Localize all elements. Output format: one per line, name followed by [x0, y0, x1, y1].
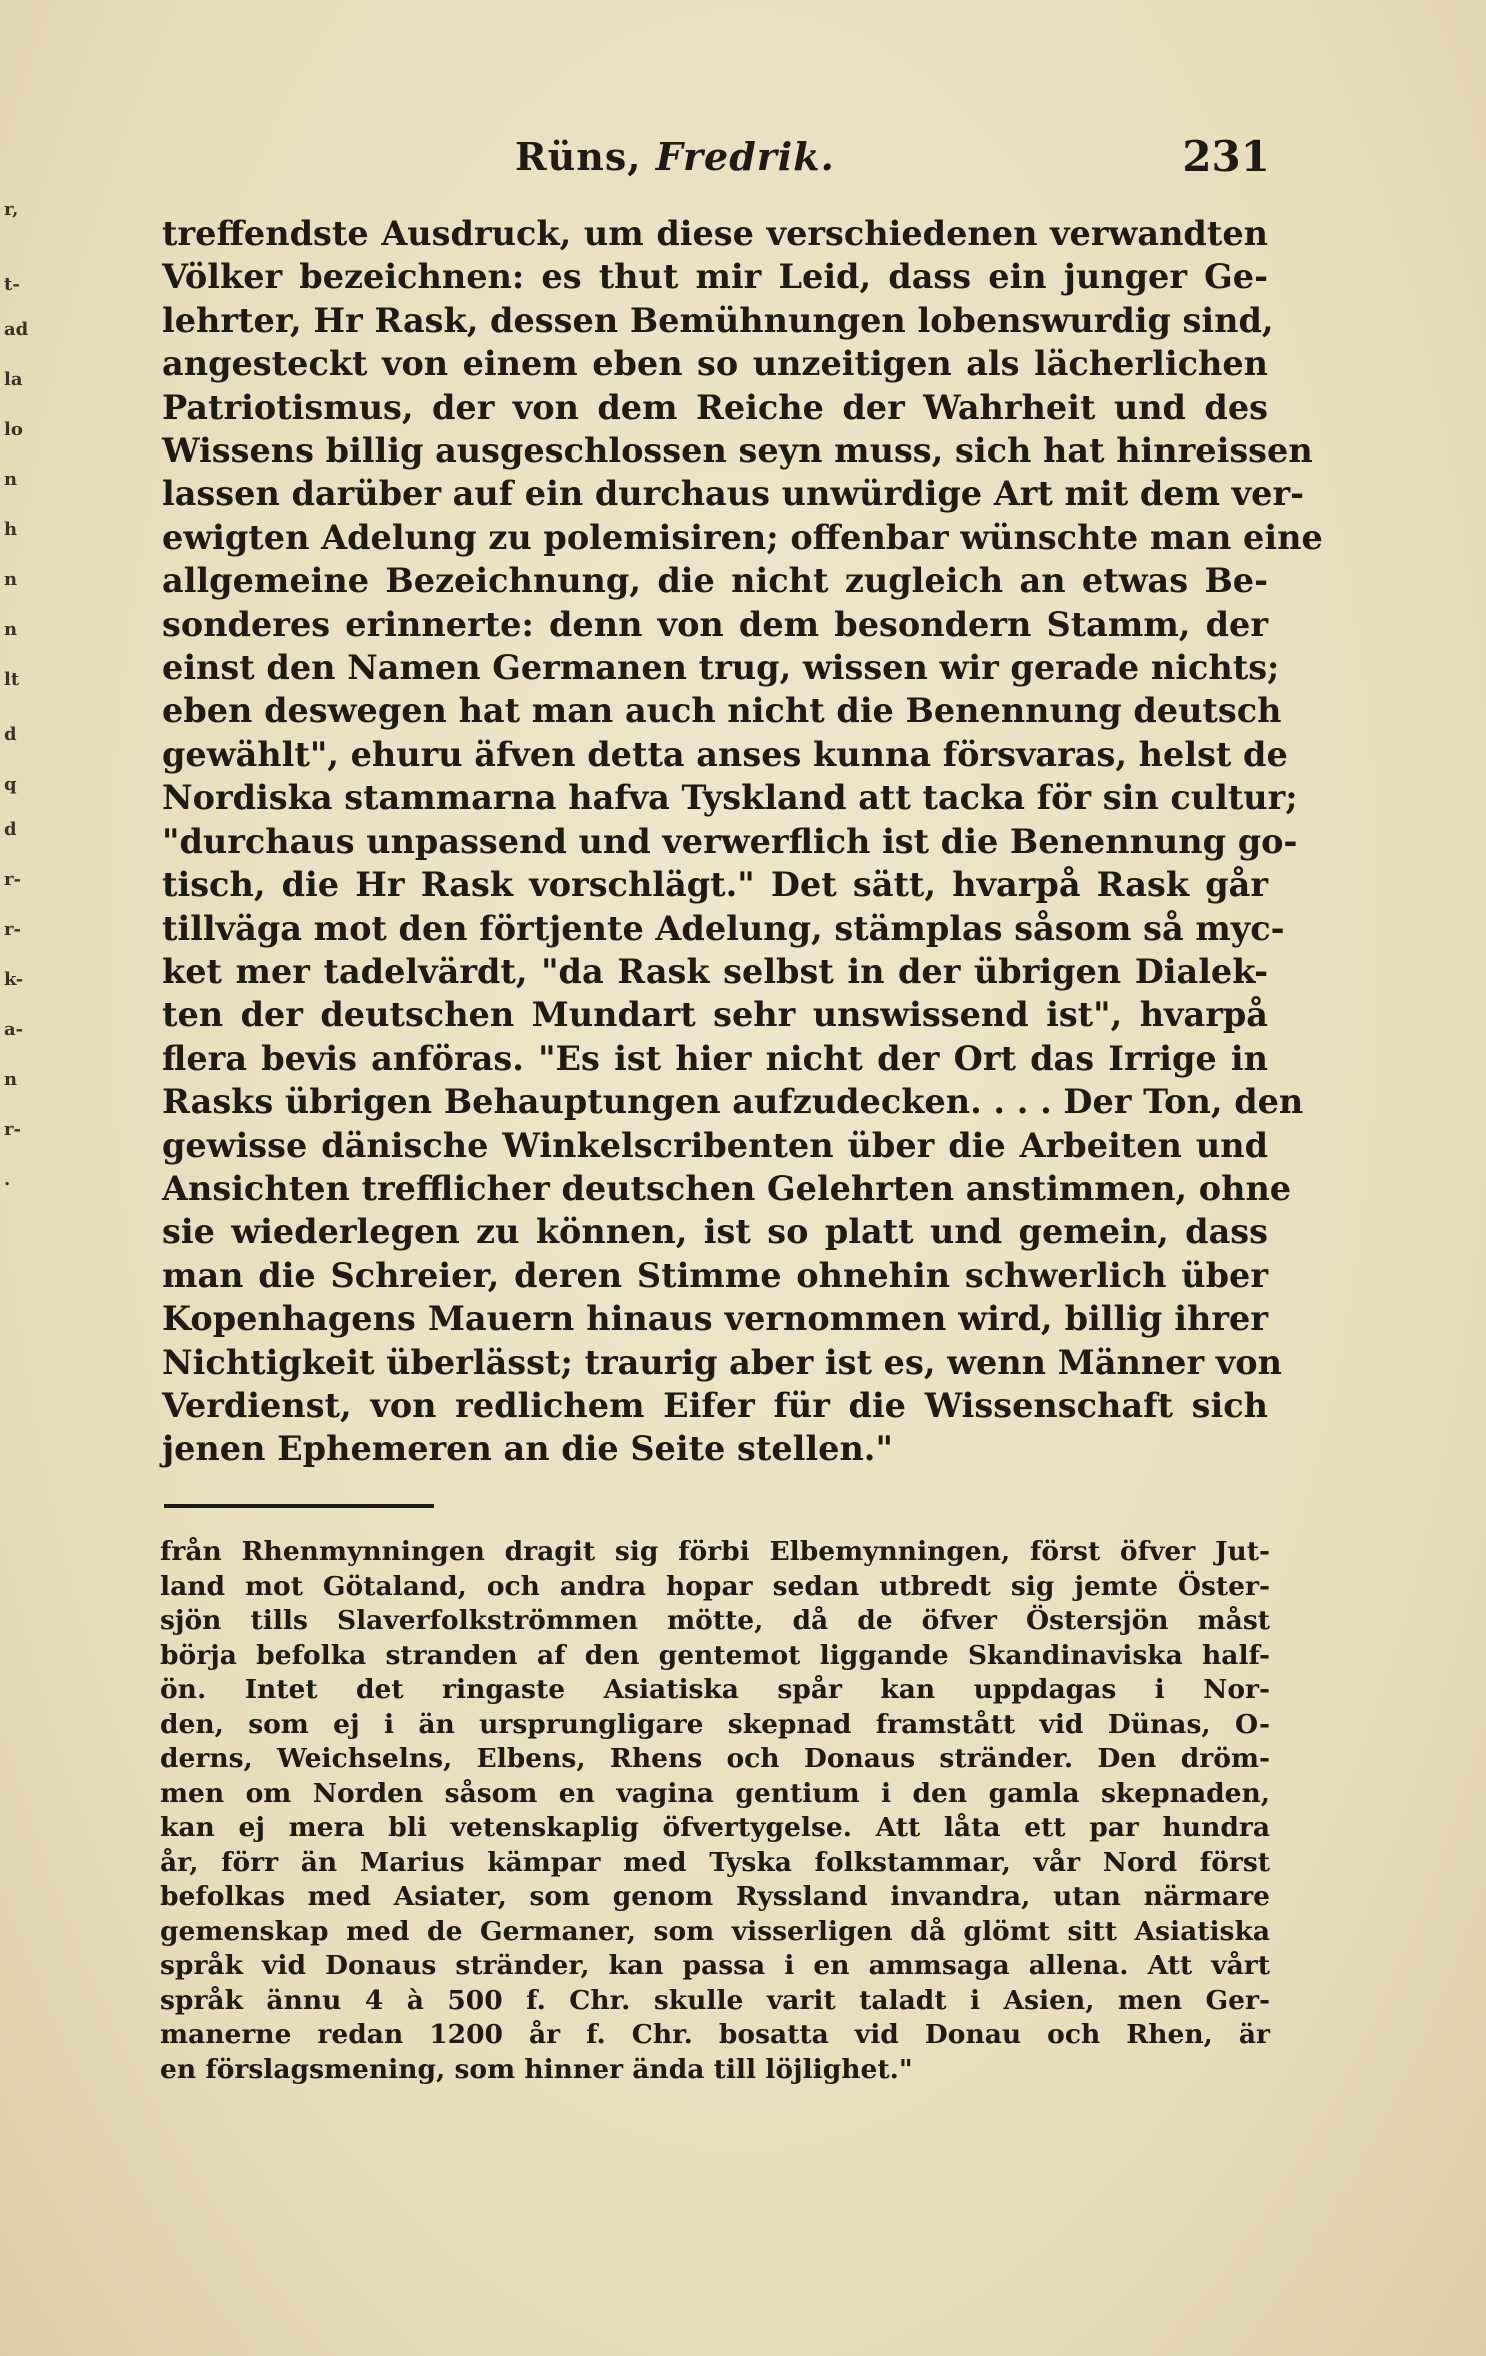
text-line: Nichtigkeit überlässt; traurig aber ist es, wenn Männer von	[162, 1342, 1282, 1382]
text-line: ket mer tadelvärdt, "da Rask selbst in der übrigen Dialek-	[162, 951, 1268, 991]
text-line: gewisse dänische Winkelscribenten über die Arbeiten und	[162, 1125, 1268, 1165]
text-line: gewählt", ehuru äfven detta anses kunna försvaras, helst de	[162, 734, 1288, 774]
text-line: Ansichten trefflicher deutschen Gelehrten anstimmen, ohne	[162, 1168, 1292, 1208]
text-line: Nordiska stammarna hafva Tyskland att tacka för sin cultur;	[162, 778, 1298, 818]
text-line: man die Schreier, deren Stimme ohnehin schwerlich über	[162, 1255, 1268, 1295]
main-text	[162, 212, 1323, 1471]
text-line: flera bevis anföras. "Es ist hier nicht der Ort das Irrige in	[162, 1038, 1268, 1078]
text-line: allgemeine Bezeichnung, die nicht zugleich an etwas Be-	[162, 561, 1268, 601]
text-line: sonderes erinnerte: denn von dem besondern Stamm, der	[162, 604, 1268, 644]
text-line: sie wiederlegen zu können, ist so platt und gemein, dass	[162, 1212, 1268, 1252]
text-line: jenen Ephemeren an die Seite stellen."	[162, 1429, 893, 1469]
text-line: ten der deutschen Mundart sehr unswissend ist", hvarpå	[162, 995, 1268, 1035]
footnote-line: börja befolka stranden af den gentemot liggande Skandinaviska half-	[160, 1639, 1270, 1671]
text-line: treffendste Ausdruck, um diese verschiedenen verwandten	[162, 214, 1268, 253]
running-header	[160, 130, 1270, 190]
footnote-line: gemenskap med de Germaner, som visserligen då glömt sitt Asiatiska	[160, 1915, 1270, 1947]
footnote-line: men om Norden såsom en vagina gentium i den gamla skepnaden,	[160, 1777, 1270, 1809]
footnote-rule	[164, 1504, 434, 1508]
footnote-line: derns, Weichselns, Elbens, Rhens och Donaus stränder. Den dröm-	[160, 1743, 1270, 1774]
facing-page-bleed-through: r, t- ad la lo n h n n lt d q d r- r- k- a- n r- .	[4, 199, 29, 1190]
footnote-line: år, förr än Marius kämpar med Tyska folkstammar, vår Nord först	[160, 1846, 1270, 1878]
text-line: ewigten Adelung zu polemisiren; offenbar wünschte man eine	[162, 517, 1323, 557]
text-line: lassen darüber auf ein durchaus unwürdige Art mit dem ver-	[162, 474, 1305, 514]
footnote-line: språk vid Donaus stränder, kan passa i en ammsaga allena. Att vårt	[160, 1950, 1270, 1981]
page-number: 231	[1182, 132, 1270, 181]
text-line: Verdienst, von redlichem Eifer für die Wissenschaft sich	[162, 1385, 1268, 1425]
footnote-line: den, som ej i än ursprungligare skepnad framstått vid Dünas, O-	[160, 1708, 1270, 1740]
text-line: tillväga mot den förtjente Adelung, stämplas såsom så myc-	[162, 908, 1285, 948]
text-line: Rasks übrigen Behauptungen aufzudecken. . . . Der Ton, den	[162, 1082, 1304, 1122]
footnote-line: befolkas med Asiater, som genom Ryssland invandra, utan närmare	[160, 1881, 1270, 1912]
text-line: Kopenhagens Mauern hinaus vernommen wird, billig ihrer	[162, 1299, 1268, 1339]
text-line: lehrter, Hr Rask, dessen Bemühnungen lobenswurdig sind,	[162, 300, 1274, 340]
footnote-text	[160, 1535, 1270, 2087]
text-line: eben deswegen hat man auch nicht die Benennung deutsch	[162, 691, 1282, 731]
footnote-line: land mot Götaland, och andra hopar sedan utbredt sig jemte Öster-	[160, 1570, 1270, 1602]
text-line: tisch, die Hr Rask vorschlägt." Det sätt, hvarpå Rask går	[162, 865, 1268, 905]
footnote-line: kan ej mera bli vetenskaplig öfvertygelse. Att låta ett par hundra	[160, 1812, 1270, 1843]
footnote-line: språk ännu 4 à 500 f. Chr. skulle varit taladt i Asien, men Ger-	[160, 1984, 1270, 2016]
running-title	[515, 134, 835, 179]
footnote-line: en förslagsmening, som hinner ända till löjlighet."	[160, 2053, 913, 2085]
running-title-surname: Rüns,	[515, 134, 642, 179]
footnote-line: manerne redan 1200 år f. Chr. bosatta vid Donau och Rhen, är	[160, 2019, 1270, 2050]
text-line: "durchaus unpassend und verwerflich ist die Benennung go-	[162, 821, 1298, 861]
text-line: Wissens billig ausgeschlossen seyn muss, sich hat hinreissen	[162, 431, 1313, 471]
text-line: Völker bezeichnen: es thut mir Leid, dass ein junger Ge-	[162, 257, 1268, 297]
text-line: Patriotismus, der von dem Reiche der Wahrheit und des	[162, 387, 1268, 427]
text-line: angesteckt von einem eben so unzeitigen als lächerlichen	[162, 344, 1268, 384]
footnote-line: från Rhenmynningen dragit sig förbi Elbemynningen, först öfver Jut-	[160, 1536, 1270, 1567]
footnote-line: sjön tills Slaverfolkströmmen mötte, då de öfver Östersjön måst	[160, 1605, 1270, 1636]
text-line: einst den Namen Germanen trug, wissen wir gerade nichts;	[162, 648, 1280, 688]
running-title-forename: Fredrik.	[655, 134, 835, 179]
footnote-line: ön. Intet det ringaste Asiatiska spår kan uppdagas i Nor-	[160, 1674, 1270, 1705]
